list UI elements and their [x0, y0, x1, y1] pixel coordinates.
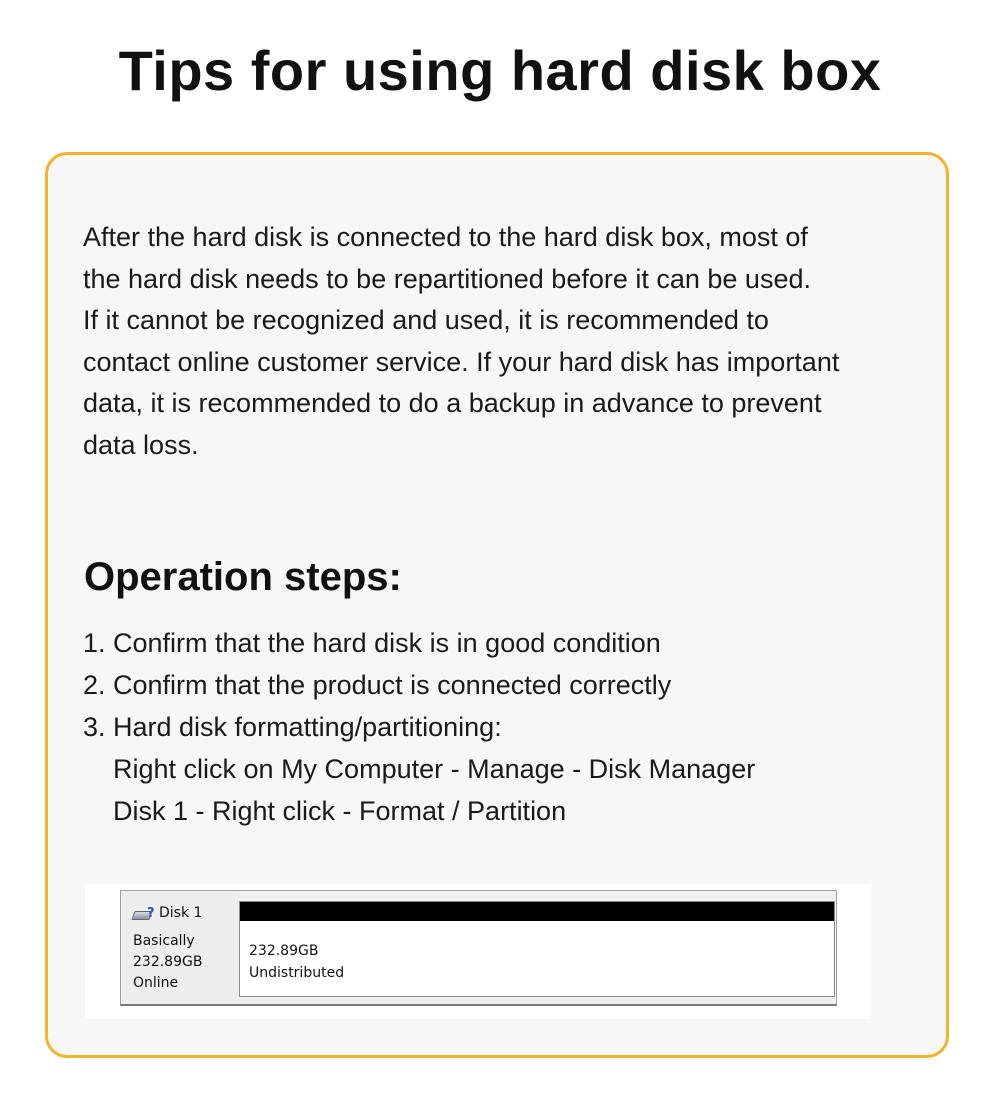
intro-line: contact online customer service. If your hard disk has important: [83, 346, 840, 377]
intro-line: data loss.: [83, 429, 199, 460]
disk-info-cell[interactable]: [121, 891, 237, 1003]
intro-line: the hard disk needs to be repartitioned before it can be used.: [83, 263, 811, 294]
tips-panel: [45, 152, 949, 1058]
step-item: 1. Confirm that the hard disk is in good condition: [83, 628, 661, 658]
partition-state: Undistributed: [249, 965, 345, 981]
intro-line: If it cannot be recognized and used, it is recommended to: [83, 305, 769, 335]
intro-text: [83, 217, 933, 466]
disk-row[interactable]: [120, 890, 837, 1006]
disk-size: 232.89GB: [133, 954, 203, 970]
step-item: 3. Hard disk formatting/partitioning:: [83, 712, 502, 742]
disk-question-icon: ?: [133, 907, 155, 921]
operation-steps-heading: Operation steps:: [84, 555, 402, 599]
substep-item: Right click on My Computer - Manage - Disk Manager: [113, 754, 756, 784]
partition-text: [249, 940, 344, 984]
disk-name-row: [133, 903, 202, 924]
partition-bar: [240, 902, 834, 921]
substep-item: Disk 1 - Right click - Format / Partition: [113, 796, 567, 826]
disk-meta: [133, 931, 202, 994]
intro-line: After the hard disk is connected to the hard disk box, most of: [83, 222, 808, 252]
partition-size: 232.89GB: [249, 943, 319, 959]
step-item: 2. Confirm that the product is connected correctly: [83, 670, 672, 700]
page-title: Tips for using hard disk box: [118, 39, 882, 102]
disk-type: Basically: [133, 933, 195, 949]
disk-manager-screenshot: [85, 884, 871, 1019]
unallocated-partition[interactable]: [239, 901, 835, 997]
disk-status: Online: [133, 975, 179, 991]
disk-name: Disk 1: [159, 905, 203, 921]
intro-line: data, it is recommended to do a backup in advance to prevent: [83, 388, 822, 418]
operation-steps-list: [83, 622, 933, 832]
